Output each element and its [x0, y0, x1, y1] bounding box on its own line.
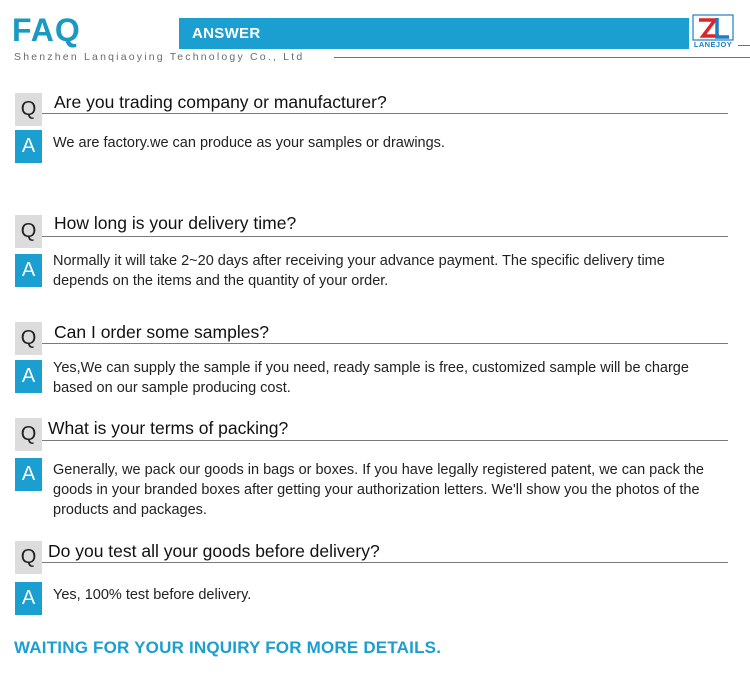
answer-badge: A [15, 582, 42, 615]
faq-question: Are you trading company or manufacturer? [54, 92, 387, 112]
question-divider [42, 562, 728, 563]
question-divider [42, 236, 728, 237]
header-divider-right [738, 45, 750, 46]
answer-banner [179, 18, 689, 49]
faq-question: What is your terms of packing? [48, 418, 289, 438]
logo-text: LANEJOY [693, 40, 733, 49]
question-divider [42, 440, 728, 441]
faq-answer: Yes, 100% test before delivery. [53, 587, 252, 603]
faq-answer: Yes,We can supply the sample if you need, ready sample is free, customized sample will be charge based on our sample producing cost. [53, 360, 689, 396]
logo-mark-icon [689, 12, 737, 42]
question-badge: Q [15, 418, 42, 451]
question-badge: Q [15, 93, 42, 126]
answer-badge: A [15, 458, 42, 491]
lanejoy-logo [689, 12, 737, 52]
question-divider [42, 113, 728, 114]
faq-question: How long is your delivery time? [54, 213, 297, 233]
answer-badge: A [15, 130, 42, 163]
answer-badge: A [15, 254, 42, 287]
inquiry-callout: WAITING FOR YOUR INQUIRY FOR MORE DETAILS. [14, 638, 442, 657]
question-badge: Q [15, 541, 42, 574]
faq-question: Can I order some samples? [54, 322, 269, 342]
question-divider [42, 343, 728, 344]
faq-answer: Generally, we pack our goods in bags or boxes. If you have legally registered patent, we can pack the goods in your branded boxes after getting your authorization letters. We'll show you the photos of the products and packages. [53, 462, 704, 518]
faq-answer: Normally it will take 2~20 days after receiving your advance payment. The specific delivery time depends on the items and the quantity of your order. [53, 253, 665, 289]
question-badge: Q [15, 322, 42, 355]
question-badge: Q [15, 215, 42, 248]
answer-banner-label: ANSWER [192, 25, 261, 42]
company-name: Shenzhen Lanqiaoying Technology Co., Ltd [14, 51, 305, 63]
header-divider [334, 57, 750, 58]
faq-answer: We are factory.we can produce as your samples or drawings. [53, 135, 445, 151]
answer-badge: A [15, 360, 42, 393]
faq-question: Do you test all your goods before delivery? [48, 541, 380, 561]
page-title: FAQ [12, 12, 81, 48]
